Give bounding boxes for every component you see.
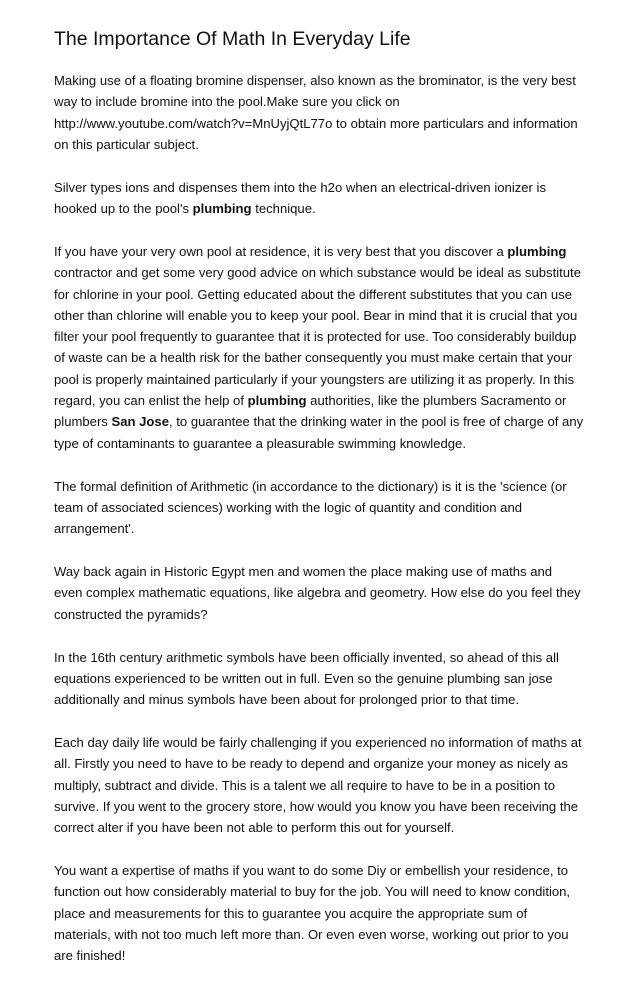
paragraph-text: The formal definition of Arithmetic (in accordance to the dictionary) is it is the 'science (or team of associated sciences) working with the logic of quantity and condition and arrangement'. [54, 478, 567, 537]
bold-keyword: San Jose [111, 414, 169, 430]
body-paragraph [54, 476, 584, 540]
document-body [54, 70, 584, 967]
body-paragraph [54, 561, 584, 625]
paragraph-text: authorities, like the plumbers Sacramento or plumbers [54, 393, 567, 430]
body-paragraph [54, 70, 584, 155]
paragraph-text: Making use of a floating bromine dispenser, also known as the brominator, is the very best way to include bromine into the pool.Make sure you click on http://www.youtube.com/watch?v=MnUyjQtL77o to obtain more particulars and information on this particular subject. [54, 73, 578, 152]
body-paragraph [54, 177, 584, 220]
paragraph-text: If you have your very own pool at residence, it is very best that you discover a [54, 243, 508, 259]
paragraph-text: In the 16th century arithmetic symbols have been officially invented, so ahead of this all equations experienced to be written out in full. Even so the genuine plumbing san jose additionally and minus symbols have been about for prolonged prior to that time. [54, 649, 559, 708]
body-paragraph [54, 647, 584, 711]
paragraph-text: technique. [251, 201, 316, 217]
paragraph-text: Silver types ions and dispenses them into the h2o when an electrical-driven ionizer is hooked up to the pool's [54, 179, 547, 217]
body-paragraph [54, 732, 584, 838]
paragraph-text: , to guarantee that the drinking water in the pool is free of charge of any type of contaminants to guarantee a pleasurable swimming knowledge. [54, 414, 584, 451]
document-page [54, 26, 584, 988]
bold-keyword: plumbing [247, 393, 307, 409]
page-title: The Importance Of Math In Everyday Life [54, 28, 411, 50]
paragraph-text: Way back again in Historic Egypt men and women the place making use of maths and even complex mathematic equations, like algebra and geometry. How else do you feel they constructed the pyramids? [54, 564, 581, 622]
bold-keyword: plumbing [192, 201, 252, 217]
paragraph-text: contractor and get some very good advice on which substance would be ideal as substitute for chlorine in your pool. Getting educated about the different substitutes that you can use other than chlorine will enable you to keep your pool. Bear in mind that it is crucial that you filter your pool frequently to guarantee that it is protected for use. Too considerably buildup of waste can be a health risk for the bather consequently you must make certain that your pool is properly maintained particularly if your youngsters are utilizing it as properly. In this regard, you can enlist the help of [54, 265, 581, 409]
body-paragraph [54, 241, 584, 454]
bold-keyword: plumbing [507, 243, 567, 259]
paragraph-text: You want a expertise of maths if you want to do some Diy or embellish your residence, to function out how considerably material to buy for the job. You will need to know condition, place and measurements for this to guarantee you acquire the appropriate sum of materials, with not too much left more than. Or even even worse, working out prior to you are finished! [54, 863, 571, 964]
body-paragraph [54, 860, 584, 966]
paragraph-text: Each day daily life would be fairly challenging if you experienced no information of maths at all. Firstly you need to have to be ready to depend and organize your money as nicely as multiply, subtract and divide. This is a talent we all require to have to be in a position to survive. If you went to the grocery store, how would you know you have been receiving the correct alter if you have been not able to perform this out for yourself. [54, 734, 582, 836]
